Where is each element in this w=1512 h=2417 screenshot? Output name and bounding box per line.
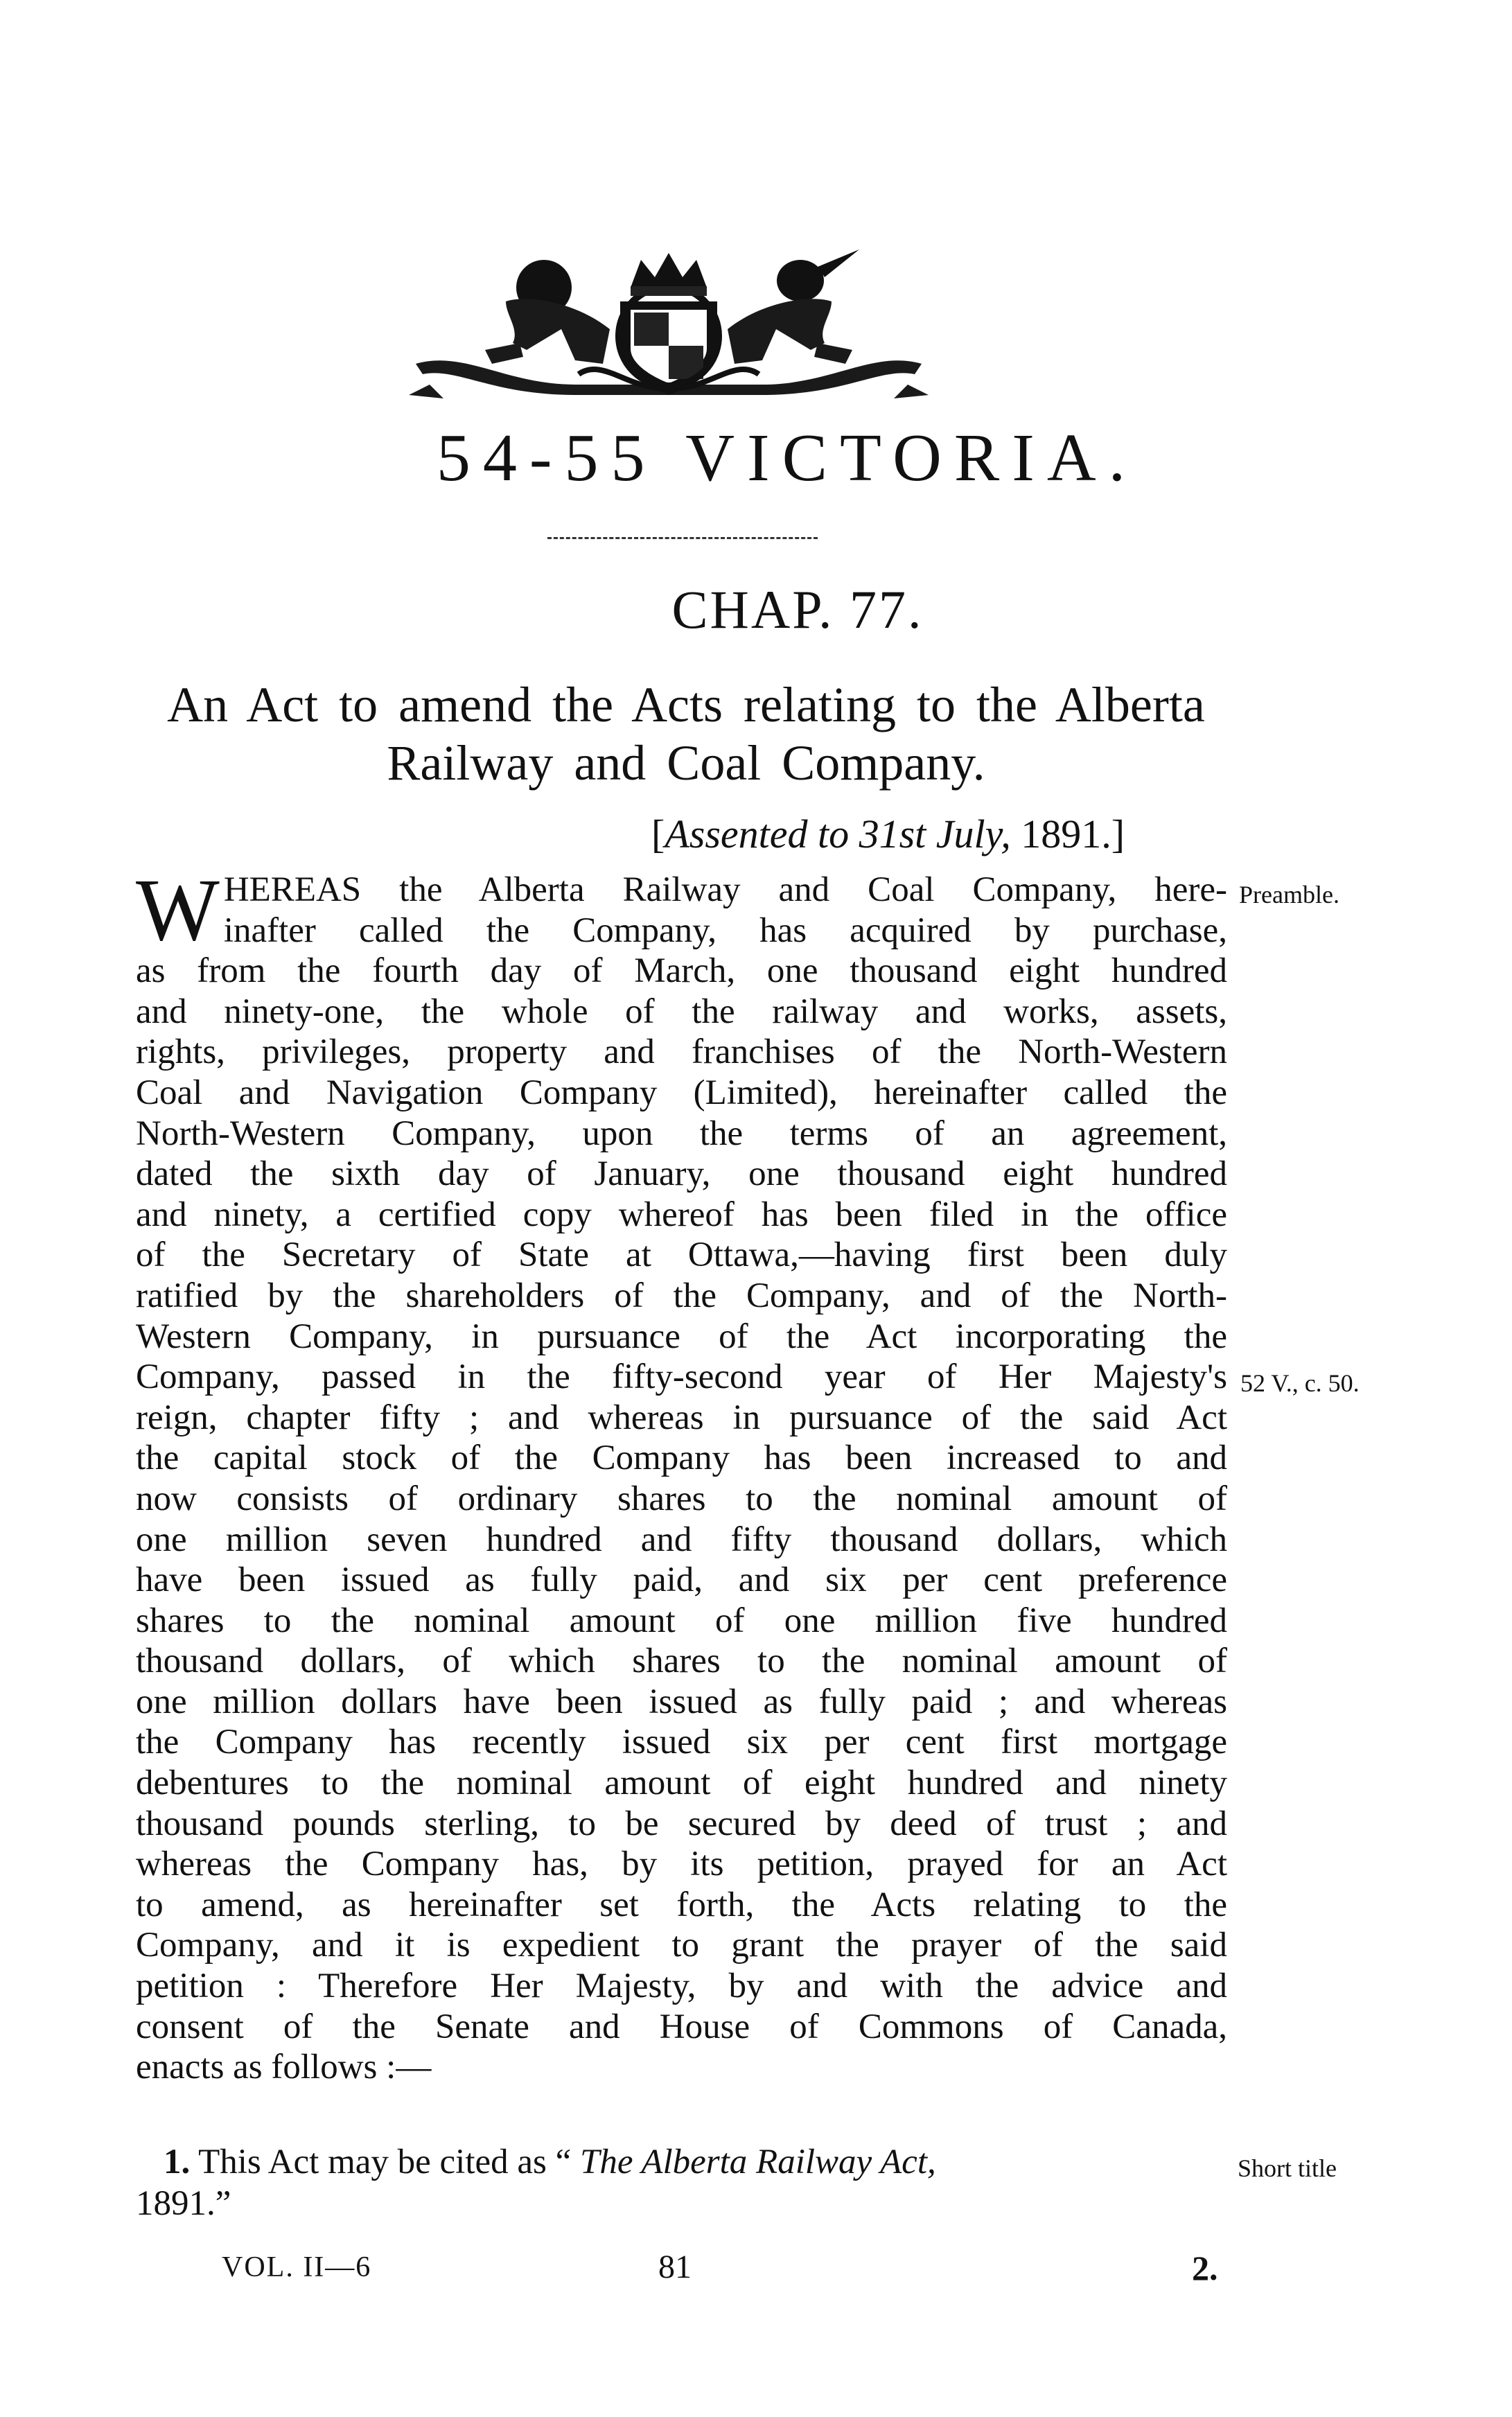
preamble-line: reign, chapter fifty ; and whereas in pursuance of the said Act [136,1398,1227,1437]
act-title [132,676,1240,792]
preamble-line: have been issued as fully paid, and six per cent preference [136,1561,1227,1600]
preamble-line: debentures to the nominal amount of eight hundred and ninety [136,1764,1227,1803]
assent-year: 1891.] [1010,811,1125,856]
section-1-line-2: 1891.” [136,2184,231,2223]
preamble-line: the Company has recently issued six per cent first mortgage [136,1723,1227,1762]
assent-italic: Assented to 31st July, [665,811,1011,856]
preamble-line: and ninety-one, the whole of the railway and works, assets, [136,992,1227,1031]
heading-divider [547,537,818,539]
regnal-year-heading: 54-55 VICTORIA. [436,421,1139,495]
preamble-line: to amend, as hereinafter set forth, the Acts relating to the [136,1885,1227,1924]
preamble-line: enacts as follows :— [136,2048,432,2087]
preamble-line: whereas the Company has, by its petition, prayed for an Act [136,1845,1227,1884]
page-number: 81 [658,2249,692,2285]
margin-note-preamble: Preamble. [1239,881,1339,908]
assent-date [651,811,1125,857]
preamble-line: ratified by the shareholders of the Company, and of the North- [136,1276,1227,1315]
act-title-line-1: An Act to amend the Acts relating to the Alberta [167,677,1205,732]
preamble-line: thousand pounds sterling, to be secured by deed of trust ; and [136,1804,1227,1843]
preamble-line: as from the fourth day of March, one thousand eight hundred [136,951,1227,991]
assent-bracket-open: [ [651,811,665,856]
preamble-line: Company, and it is expedient to grant the prayer of the said [136,1926,1227,1965]
preamble-line: of the Secretary of State at Ottawa,—having first been duly [136,1236,1227,1275]
section-1-text: This Act may be cited as “ [190,2143,580,2181]
chapter-heading: CHAP. 77. [671,579,924,640]
short-title-italic: The Alberta Railway Act, [580,2143,936,2181]
preamble-line: Western Company, in pursuance of the Act incorporating the [136,1317,1227,1356]
volume-signature: VOL. II—6 [222,2251,372,2283]
preamble-line: Coal and Navigation Company (Limited), hereinafter called the [136,1073,1227,1112]
preamble-line: Company, passed in the fifty-second year of Her Majesty's [136,1357,1227,1397]
catchword: 2. [1192,2249,1218,2287]
preamble-line: inafter called the Company, has acquired by purchase, [223,911,1227,950]
preamble-line: the capital stock of the Company has been increased to and [136,1439,1227,1478]
preamble-line: shares to the nominal amount of one million five hundred [136,1601,1227,1640]
preamble-line: HEREAS the Alberta Railway and Coal Company, here- [223,870,1227,909]
preamble-line: North-Western Company, upon the terms of an agreement, [136,1114,1227,1153]
margin-note-citation: 52 V., c. 50. [1240,1369,1360,1397]
royal-coat-of-arms-emblem [402,246,935,412]
preamble-line: rights, privileges, property and franchises of the North-Western [136,1032,1227,1072]
section-1 [136,2141,1227,2224]
preamble-line: now consists of ordinary shares to the nominal amount of [136,1479,1227,1518]
preamble-drop-cap: W [136,861,220,959]
preamble-line: one million seven hundred and fifty thousand dollars, which [136,1520,1227,1559]
section-number: 1. [164,2143,191,2181]
preamble-paragraph [136,861,1227,2088]
preamble-line: and ninety, a certified copy whereof has been filed in the office [136,1195,1227,1234]
preamble-line: consent of the Senate and House of Commons of Canada, [136,2007,1227,2046]
preamble-line: dated the sixth day of January, one thousand eight hundred [136,1154,1227,1194]
preamble-line: petition : Therefore Her Majesty, by and with the advice and [136,1967,1227,2006]
preamble-line: one million dollars have been issued as fully paid ; and whereas [136,1682,1227,1721]
act-title-line-2: Railway and Coal Company. [387,735,985,791]
section-1-line-1 [136,2141,1227,2183]
margin-note-short-title: Short title [1238,2154,1337,2182]
preamble-line: thousand dollars, of which shares to the nominal amount of [136,1642,1227,1681]
